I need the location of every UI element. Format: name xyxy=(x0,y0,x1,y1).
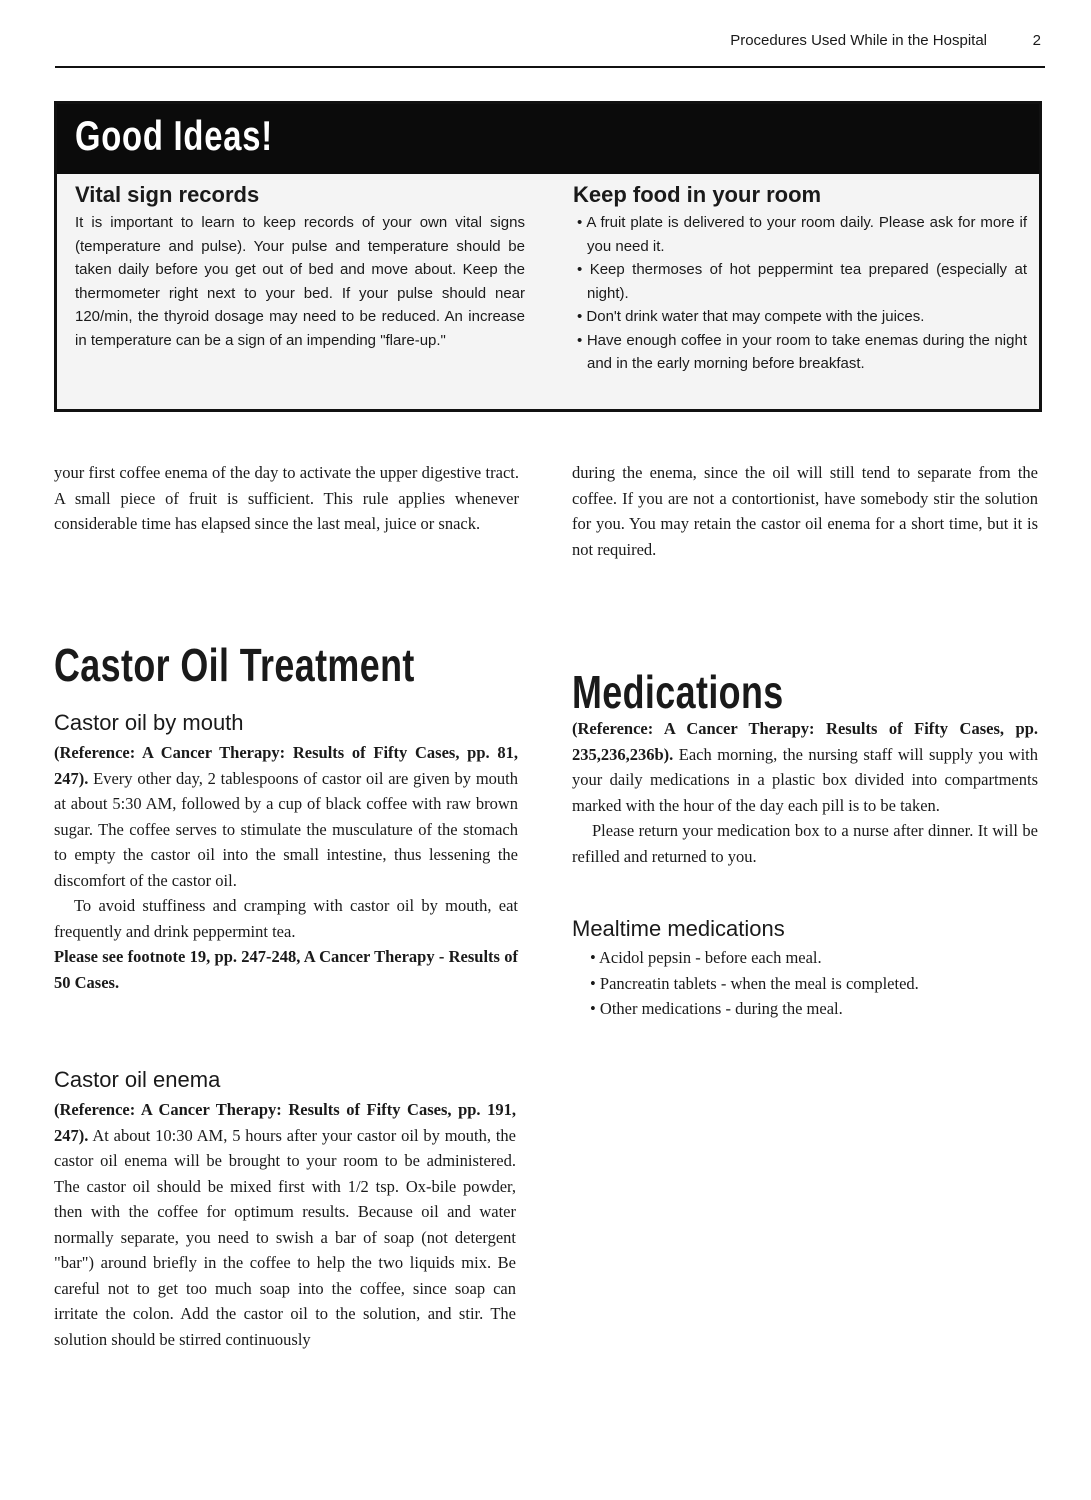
castor-enema-reference: (Reference: A Cancer Therapy: Results of Fifty Cases, pp. 191, 247). xyxy=(54,1100,516,1145)
castor-mouth-text-2: To avoid stuffiness and cramping with castor oil by mouth, eat frequently and drink peppermint tea. xyxy=(54,896,518,941)
medications-body xyxy=(572,716,1038,869)
left-intro xyxy=(54,460,519,537)
vital-sign-text: It is important to learn to keep records of your own vital signs (temperature and pulse). Your pulse and temperature should be taken daily before you get out of bed and move about. Keep the thermometer right next to your bed. If your pulse should near 120/min, the thyroid dosage may need to be reduced. An increase in temperature can be a sign of an impending "flare-up." xyxy=(75,214,525,349)
castor-enema-text: At about 10:30 AM, 5 hours after your castor oil by mouth, the castor oil enema will be brought to your room to be administered. The castor oil should be mixed first with 1/2 tsp. Ox-bile powder, then with the coffee for optimum results. Because oil and water normally separate, you need to swish a bar of soap (not detergent "bar") around briefly in the coffee to help the two liquids mix. Be careful not to get too much soap into the coffee, since soap can irritate the colon. Add the castor oil to the solution, and stir. The solution should be stirred continuously xyxy=(54,1125,516,1349)
medications-text: Each morning, the nursing staff will supply you with your daily medications in a plastic box divided into compartments marked with the hour of the day each pill is to be taken. xyxy=(572,744,1039,815)
mealtime-title: Mealtime medications xyxy=(572,916,785,941)
good-ideas-heading: Good Ideas! xyxy=(75,112,273,159)
castor-mouth-title: Castor oil by mouth xyxy=(54,710,244,735)
right-intro-text: during the enema, since the oil will still tend to separate from the coffee. If you are not a contortionist, have somebody stir the solution for you. You may retain the castor oil enema for a short time, but it is not required. xyxy=(572,463,1038,559)
right-intro xyxy=(572,460,1038,562)
food-tip-item: • Keep thermoses of hot peppermint tea prepared (especially at night). xyxy=(577,261,1027,302)
running-title: Procedures Used While in the Hospital xyxy=(730,32,987,49)
mealtime-item: • Other medications - during the meal. xyxy=(590,999,843,1018)
castor-enema-title: Castor oil enema xyxy=(54,1067,221,1092)
castor-mouth-text: Every other day, 2 tablespoons of castor oil are given by mouth at about 5:30 AM, followed by a cup of black coffee with raw brown sugar. The coffee serves to stimulate the musculature of the stomach to empty the castor oil into the small intestine, thus lessening the discomfort of the castor oil. xyxy=(54,768,518,890)
castor-mouth-footnote: Please see footnote 19, pp. 247-248, A Cancer Therapy - Results of 50 Cases. xyxy=(54,947,518,992)
food-tip-title: Keep food in your room xyxy=(573,182,822,207)
page-number: 2 xyxy=(1032,32,1041,49)
mealtime-list xyxy=(590,945,1040,1022)
mealtime-item: • Acidol pepsin - before each meal. xyxy=(590,948,822,967)
left-intro-text: your first coffee enema of the day to activate the upper digestive tract. A small piece of fruit is sufficient. This rule applies whenever considerable time has elapsed since the last meal, juice or snack. xyxy=(54,463,519,533)
medications-text-2: Please return your medication box to a nurse after dinner. It will be refilled and returned to you. xyxy=(572,821,1038,866)
good-ideas-banner xyxy=(57,104,1039,174)
medications-reference: (Reference: A Cancer Therapy: Results of Fifty Cases, pp. 235,236,236b). xyxy=(572,719,1038,764)
vital-sign-title: Vital sign records xyxy=(75,182,260,207)
mealtime-item: • Pancreatin tablets - when the meal is completed. xyxy=(590,973,919,993)
good-ideas-box xyxy=(54,101,1042,412)
food-tip xyxy=(573,182,1027,376)
medications-heading: Medications xyxy=(572,666,784,718)
food-tip-item: • Don't drink water that may compete with the juices. xyxy=(577,308,925,325)
vital-sign-tip xyxy=(75,182,525,352)
castor-mouth-body xyxy=(54,740,518,995)
castor-enema-body xyxy=(54,1097,516,1352)
food-tip-item: • A fruit plate is delivered to your room daily. Please ask for more if you need it. xyxy=(577,214,1027,255)
castor-mouth-reference: (Reference: A Cancer Therapy: Results of Fifty Cases, pp. 81, 247). xyxy=(54,743,518,788)
castor-oil-heading: Castor Oil Treatment xyxy=(54,639,415,691)
page-header xyxy=(55,28,1045,68)
food-tip-item: • Have enough coffee in your room to take enemas during the night and in the early morning before breakfast. xyxy=(577,331,1027,372)
